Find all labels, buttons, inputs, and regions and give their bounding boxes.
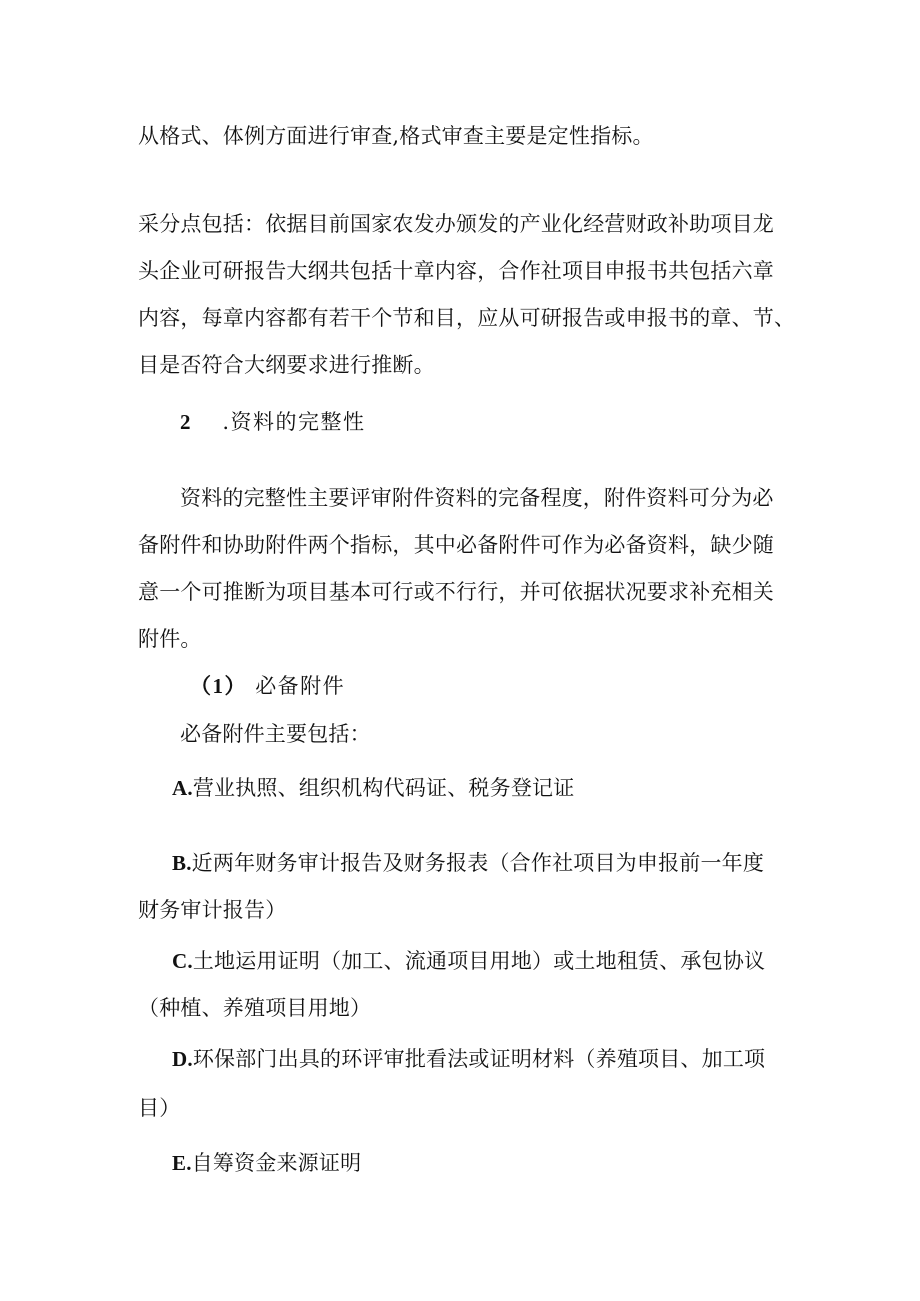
subsection-1-number: （1） [190,674,247,698]
list-item-a [172,773,574,803]
paragraph-points-line-2: 头企业可研报告大纲共包括十章内容，合作社项目申报书共包括六章 [138,259,774,283]
paragraph-points-line-1: 采分点包括：依据目前国家农发办颁发的产业化经营财政补助项目龙 [138,212,774,236]
list-item-e-label: E. [172,1151,192,1175]
list-item-b-text: 近两年财务审计报告及财务报表（合作社项目为申报前一年度 [191,851,765,875]
paragraph-completeness-line-1: 资料的完整性主要评审附件资料的完备程度，附件资料可分为必 [180,486,774,510]
paragraph-points-line-3: 内容，每章内容都有若干个节和目，应从可研报告或申报书的章、节、 [138,306,796,330]
paragraph-format-line: 从格式、体例方面进行审查,格式审查主要是定性指标。 [138,124,654,148]
list-item-e [172,1148,361,1178]
list-item-d-text: 环保部门出具的环评审批看法或证明材料（养殖项目、加工项 [192,1047,766,1071]
subsection-1-heading [190,671,345,701]
section-2-heading [180,407,366,437]
list-item-a-text: 营业执照、组织机构代码证、税务登记证 [192,776,575,800]
list-item-c [172,946,765,976]
list-item-c-label: C. [172,949,193,973]
attachments-intro: 必备附件主要包括： [180,722,371,746]
list-item-d-continuation: 目） [138,1096,181,1120]
paragraph-points-line-4: 目是否符合大纲要求进行推断。 [138,353,435,377]
subsection-1-title: 必备附件 [255,674,346,698]
list-item-d [172,1044,765,1074]
list-item-a-label: A. [172,776,193,800]
list-item-b-continuation: 财务审计报告） [138,898,287,922]
list-item-e-text: 自筹资金来源证明 [191,1151,362,1175]
list-item-b-label: B. [172,851,192,875]
section-2-title: .资料的完整性 [222,410,366,434]
list-item-d-label: D. [172,1047,193,1071]
paragraph-completeness-line-2: 备附件和协助附件两个指标，其中必备附件可作为必备资料，缺少随 [138,533,774,557]
paragraph-completeness-line-3: 意一个可推断为项目基本可行或不行行，并可依据状况要求补充相关 [138,580,774,604]
section-2-number: 2 [180,410,192,434]
paragraph-completeness-line-4: 附件。 [138,627,202,651]
list-item-c-continuation: （种植、养殖项目用地） [138,996,372,1020]
list-item-c-text: 土地运用证明（加工、流通项目用地）或土地租赁、承包协议 [192,949,766,973]
list-item-b [172,848,764,878]
